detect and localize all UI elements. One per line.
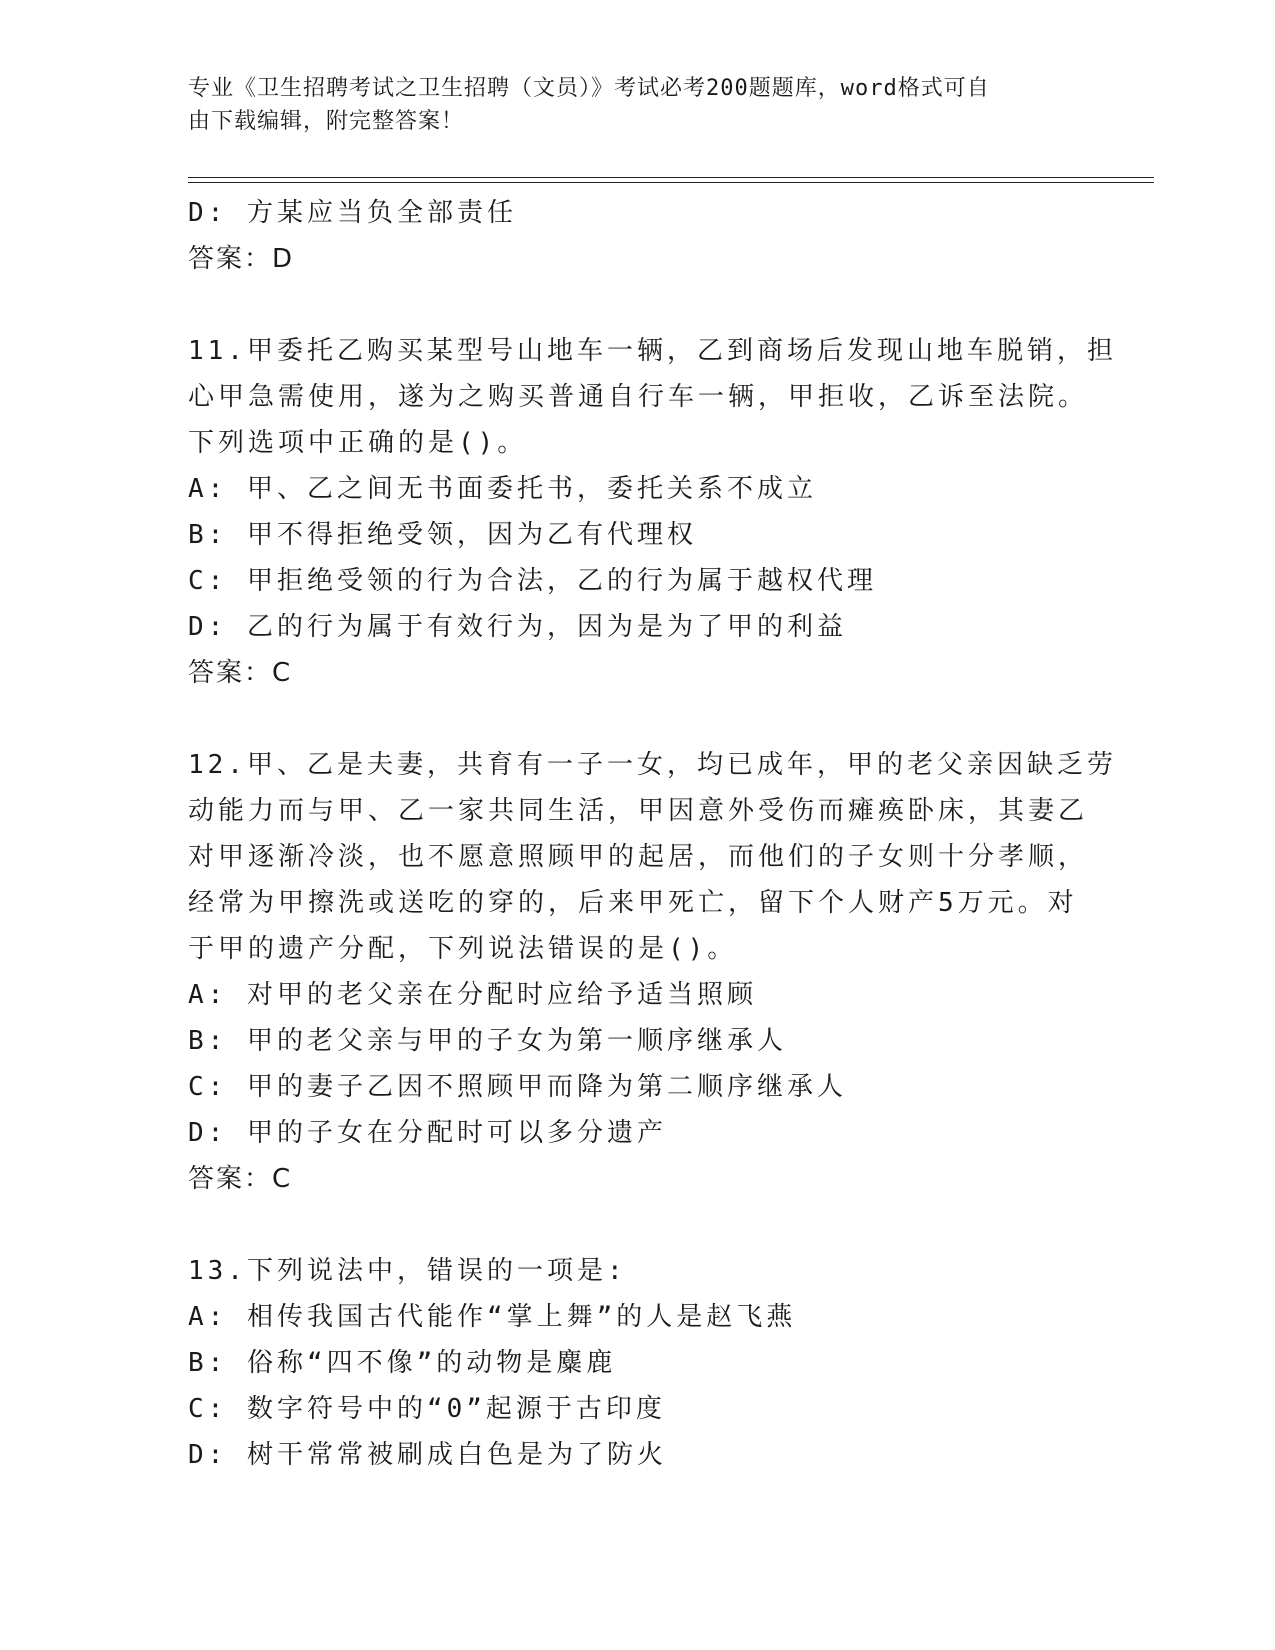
question-12: [188, 742, 1117, 1202]
answer-line: 答案：C: [188, 658, 293, 688]
question-11: [188, 328, 1117, 696]
option-d: D: 树干常常被刷成白色是为了防火: [188, 1440, 667, 1470]
question-stem-line: 11.甲委托乙购买某型号山地车一辆，乙到商场后发现山地车脱销，担: [188, 336, 1117, 366]
header-line-1: 专业《卫生招聘考试之卫生招聘（文员）》考试必考200题题库，word格式可自: [188, 76, 990, 101]
question-10-tail: [188, 190, 1088, 282]
question-stem-line: 对甲逐渐冷淡，也不愿意照顾甲的起居，而他们的子女则十分孝顺，: [188, 842, 1089, 872]
spacer: [188, 282, 1088, 328]
question-stem-line: 心甲急需使用，遂为之购买普通自行车一辆，甲拒收，乙诉至法院。: [188, 382, 1089, 412]
option-d: D: 方某应当负全部责任: [188, 198, 517, 228]
answer-line: 答案：C: [188, 1164, 293, 1194]
option-c: C: 数字符号中的“0”起源于古印度: [188, 1394, 666, 1424]
question-stem-line: 13.下列说法中，错误的一项是:: [188, 1256, 627, 1286]
question-stem-line: 下列选项中正确的是()。: [188, 428, 528, 458]
header-divider-top: [188, 177, 1154, 178]
header-divider-bottom: [188, 182, 1154, 183]
option-c: C: 甲拒绝受领的行为合法，乙的行为属于越权代理: [188, 566, 877, 596]
question-stem-line: 动能力而与甲、乙一家共同生活，甲因意外受伤而瘫痪卧床，其妻乙: [188, 796, 1089, 826]
option-c: C: 甲的妻子乙因不照顾甲而降为第二顺序继承人: [188, 1072, 847, 1102]
option-d: D: 乙的行为属于有效行为，因为是为了甲的利益: [188, 612, 847, 642]
option-b: B: 甲不得拒绝受领，因为乙有代理权: [188, 520, 697, 550]
option-b: B: 甲的老父亲与甲的子女为第一顺序继承人: [188, 1026, 787, 1056]
header-line-2: 由下载编辑，附完整答案！: [188, 109, 465, 134]
question-stem-line: 12.甲、乙是夫妻，共育有一子一女，均已成年，甲的老父亲因缺乏劳: [188, 750, 1117, 780]
option-d: D: 甲的子女在分配时可以多分遗产: [188, 1118, 667, 1148]
option-a: A: 相传我国古代能作“掌上舞”的人是赵飞燕: [188, 1302, 797, 1332]
question-stem-line: 于甲的遗产分配，下列说法错误的是()。: [188, 934, 738, 964]
document-body: [188, 190, 1117, 1478]
spacer: [188, 696, 1088, 742]
spacer: [188, 1202, 1088, 1248]
answer-line: 答案：D: [188, 244, 295, 274]
option-a: A: 对甲的老父亲在分配时应给予适当照顾: [188, 980, 757, 1010]
question-13: [188, 1248, 1088, 1478]
option-b: B: 俗称“四不像”的动物是麋鹿: [188, 1348, 617, 1378]
document-header: [188, 72, 1068, 138]
option-a: A: 甲、乙之间无书面委托书，委托关系不成立: [188, 474, 817, 504]
question-stem-line: 经常为甲擦洗或送吃的穿的，后来甲死亡，留下个人财产5万元。对: [188, 888, 1078, 918]
